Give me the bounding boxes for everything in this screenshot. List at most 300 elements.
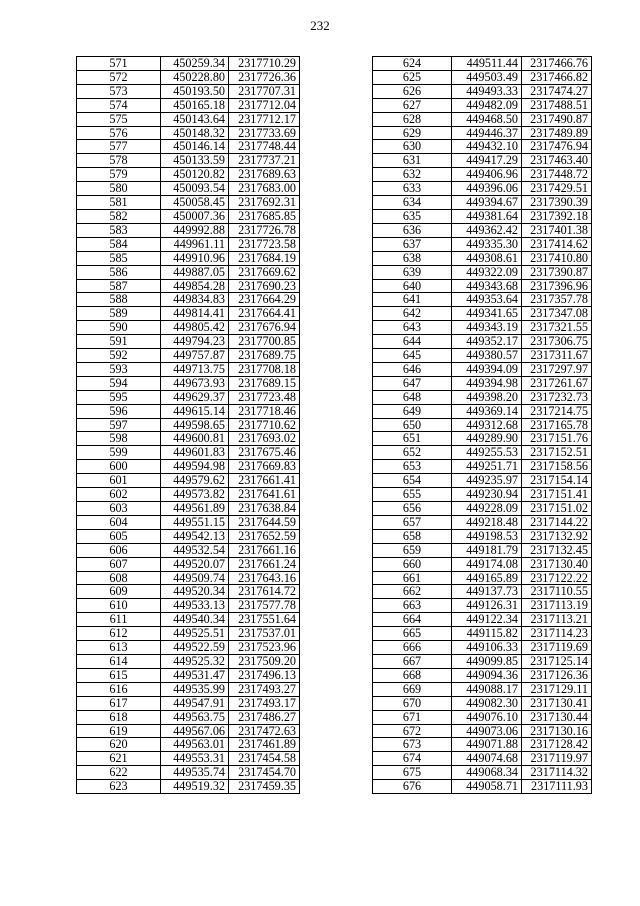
table-row (77, 390, 300, 404)
x-coordinate-cell: 449520.07 (161, 557, 229, 571)
x-coordinate-cell: 449126.31 (452, 599, 522, 613)
y-coordinate-cell: 2317119.69 (522, 641, 592, 655)
table-row (373, 780, 592, 794)
table-row (77, 237, 300, 251)
x-coordinate-cell: 449468.50 (452, 112, 522, 126)
x-coordinate-cell: 449551.15 (161, 515, 229, 529)
y-coordinate-cell: 2317114.23 (522, 627, 592, 641)
y-coordinate-cell: 2317700.85 (229, 335, 300, 349)
point-number-cell: 586 (77, 265, 161, 279)
x-coordinate-cell: 449511.44 (452, 57, 522, 71)
y-coordinate-cell: 2317675.46 (229, 446, 300, 460)
point-number-cell: 598 (77, 432, 161, 446)
x-coordinate-cell: 449289.90 (452, 432, 522, 446)
point-number-cell: 649 (373, 404, 452, 418)
table-row (77, 265, 300, 279)
point-number-cell: 629 (373, 126, 452, 140)
point-number-cell: 584 (77, 237, 161, 251)
x-coordinate-cell: 450146.14 (161, 140, 229, 154)
point-number-cell: 624 (373, 57, 452, 71)
y-coordinate-cell: 2317410.80 (522, 251, 592, 265)
y-coordinate-cell: 2317261.67 (522, 376, 592, 390)
table-row (373, 474, 592, 488)
table-row (77, 168, 300, 182)
table-row (77, 627, 300, 641)
x-coordinate-cell: 449600.81 (161, 432, 229, 446)
point-number-cell: 648 (373, 390, 452, 404)
point-number-cell: 676 (373, 780, 452, 794)
y-coordinate-cell: 2317321.55 (522, 321, 592, 335)
point-number-cell: 592 (77, 349, 161, 363)
x-coordinate-cell: 449598.65 (161, 418, 229, 432)
y-coordinate-cell: 2317476.94 (522, 140, 592, 154)
y-coordinate-cell: 2317638.84 (229, 502, 300, 516)
x-coordinate-cell: 449394.98 (452, 376, 522, 390)
point-number-cell: 662 (373, 585, 452, 599)
y-coordinate-cell: 2317454.58 (229, 752, 300, 766)
point-number-cell: 633 (373, 182, 452, 196)
table-row (77, 154, 300, 168)
x-coordinate-cell: 449519.32 (161, 780, 229, 794)
x-coordinate-cell: 449567.06 (161, 724, 229, 738)
point-number-cell: 673 (373, 738, 452, 752)
y-coordinate-cell: 2317152.51 (522, 446, 592, 460)
table-row (77, 404, 300, 418)
y-coordinate-cell: 2317644.59 (229, 515, 300, 529)
x-coordinate-cell: 449525.32 (161, 654, 229, 668)
table-row (77, 182, 300, 196)
x-coordinate-cell: 449235.97 (452, 474, 522, 488)
x-coordinate-cell: 449073.06 (452, 724, 522, 738)
table-row (373, 84, 592, 98)
point-number-cell: 585 (77, 251, 161, 265)
point-number-cell: 644 (373, 335, 452, 349)
point-number-cell: 659 (373, 543, 452, 557)
point-number-cell: 571 (77, 57, 161, 71)
x-coordinate-cell: 450133.59 (161, 154, 229, 168)
y-coordinate-cell: 2317144.22 (522, 515, 592, 529)
point-number-cell: 591 (77, 335, 161, 349)
x-coordinate-cell: 449074.68 (452, 752, 522, 766)
table-row (77, 223, 300, 237)
point-number-cell: 589 (77, 307, 161, 321)
y-coordinate-cell: 2317401.38 (522, 223, 592, 237)
point-number-cell: 671 (373, 710, 452, 724)
point-number-cell: 669 (373, 682, 452, 696)
table-row (77, 209, 300, 223)
table-row (373, 140, 592, 154)
x-coordinate-cell: 449362.42 (452, 223, 522, 237)
x-coordinate-cell: 449601.83 (161, 446, 229, 460)
x-coordinate-cell: 449353.64 (452, 293, 522, 307)
x-coordinate-cell: 449255.53 (452, 446, 522, 460)
y-coordinate-cell: 2317130.44 (522, 710, 592, 724)
x-coordinate-cell: 449341.65 (452, 307, 522, 321)
x-coordinate-cell: 449834.83 (161, 293, 229, 307)
y-coordinate-cell: 2317708.18 (229, 362, 300, 376)
point-number-cell: 619 (77, 724, 161, 738)
point-number-cell: 647 (373, 376, 452, 390)
point-number-cell: 580 (77, 182, 161, 196)
table-row (373, 70, 592, 84)
table-row (77, 696, 300, 710)
x-coordinate-cell: 449115.82 (452, 627, 522, 641)
x-coordinate-cell: 449992.88 (161, 223, 229, 237)
x-coordinate-cell: 450259.34 (161, 57, 229, 71)
y-coordinate-cell: 2317488.51 (522, 98, 592, 112)
point-number-cell: 654 (373, 474, 452, 488)
x-coordinate-cell: 449814.41 (161, 307, 229, 321)
x-coordinate-cell: 449406.96 (452, 168, 522, 182)
table-row (373, 223, 592, 237)
point-number-cell: 674 (373, 752, 452, 766)
point-number-cell: 623 (77, 780, 161, 794)
table-row (373, 307, 592, 321)
y-coordinate-cell: 2317474.27 (522, 84, 592, 98)
y-coordinate-cell: 2317614.72 (229, 585, 300, 599)
point-number-cell: 616 (77, 682, 161, 696)
x-coordinate-cell: 449542.13 (161, 529, 229, 543)
y-coordinate-cell: 2317712.17 (229, 112, 300, 126)
y-coordinate-cell: 2317490.87 (522, 112, 592, 126)
table-row (373, 613, 592, 627)
table-row (373, 335, 592, 349)
y-coordinate-cell: 2317537.01 (229, 627, 300, 641)
y-coordinate-cell: 2317669.83 (229, 460, 300, 474)
table-row (373, 599, 592, 613)
y-coordinate-cell: 2317689.75 (229, 349, 300, 363)
y-coordinate-cell: 2317129.11 (522, 682, 592, 696)
y-coordinate-cell: 2317652.59 (229, 529, 300, 543)
x-coordinate-cell: 449961.11 (161, 237, 229, 251)
y-coordinate-cell: 2317126.36 (522, 668, 592, 682)
point-number-cell: 607 (77, 557, 161, 571)
y-coordinate-cell: 2317710.62 (229, 418, 300, 432)
table-row (373, 196, 592, 210)
x-coordinate-cell: 449198.53 (452, 529, 522, 543)
y-coordinate-cell: 2317154.14 (522, 474, 592, 488)
point-number-cell: 632 (373, 168, 452, 182)
y-coordinate-cell: 2317165.78 (522, 418, 592, 432)
point-number-cell: 636 (373, 223, 452, 237)
y-coordinate-cell: 2317669.62 (229, 265, 300, 279)
x-coordinate-cell: 450007.36 (161, 209, 229, 223)
y-coordinate-cell: 2317723.48 (229, 390, 300, 404)
table-row (373, 265, 592, 279)
point-number-cell: 578 (77, 154, 161, 168)
x-coordinate-cell: 449509.74 (161, 571, 229, 585)
y-coordinate-cell: 2317737.21 (229, 154, 300, 168)
table-row (373, 488, 592, 502)
point-number-cell: 627 (373, 98, 452, 112)
table-row (77, 654, 300, 668)
y-coordinate-cell: 2317392.18 (522, 209, 592, 223)
x-coordinate-cell: 450228.80 (161, 70, 229, 84)
table-row (77, 432, 300, 446)
point-number-cell: 658 (373, 529, 452, 543)
point-number-cell: 574 (77, 98, 161, 112)
table-row (373, 182, 592, 196)
y-coordinate-cell: 2317690.23 (229, 279, 300, 293)
x-coordinate-cell: 450120.82 (161, 168, 229, 182)
table-row (77, 335, 300, 349)
x-coordinate-cell: 449794.23 (161, 335, 229, 349)
table-row (373, 404, 592, 418)
y-coordinate-cell: 2317119.97 (522, 752, 592, 766)
y-coordinate-cell: 2317151.41 (522, 488, 592, 502)
x-coordinate-cell: 449058.71 (452, 780, 522, 794)
point-number-cell: 618 (77, 710, 161, 724)
y-coordinate-cell: 2317661.24 (229, 557, 300, 571)
table-row (77, 766, 300, 780)
x-coordinate-cell: 449573.82 (161, 488, 229, 502)
y-coordinate-cell: 2317306.75 (522, 335, 592, 349)
point-number-cell: 630 (373, 140, 452, 154)
table-row (373, 557, 592, 571)
point-number-cell: 590 (77, 321, 161, 335)
x-coordinate-cell: 449322.09 (452, 265, 522, 279)
point-number-cell: 605 (77, 529, 161, 543)
y-coordinate-cell: 2317664.41 (229, 307, 300, 321)
x-coordinate-cell: 450058.45 (161, 196, 229, 210)
table-row (77, 460, 300, 474)
point-number-cell: 672 (373, 724, 452, 738)
y-coordinate-cell: 2317496.13 (229, 668, 300, 682)
y-coordinate-cell: 2317414.62 (522, 237, 592, 251)
x-coordinate-cell: 449482.09 (452, 98, 522, 112)
table-row (77, 70, 300, 84)
point-number-cell: 675 (373, 766, 452, 780)
x-coordinate-cell: 449615.14 (161, 404, 229, 418)
y-coordinate-cell: 2317396.96 (522, 279, 592, 293)
point-number-cell: 606 (77, 543, 161, 557)
x-coordinate-cell: 449887.05 (161, 265, 229, 279)
y-coordinate-cell: 2317448.72 (522, 168, 592, 182)
point-number-cell: 588 (77, 293, 161, 307)
x-coordinate-cell: 449394.67 (452, 196, 522, 210)
x-coordinate-cell: 450193.50 (161, 84, 229, 98)
x-coordinate-cell: 449446.37 (452, 126, 522, 140)
table-row (373, 668, 592, 682)
x-coordinate-cell: 449398.20 (452, 390, 522, 404)
table-row (77, 84, 300, 98)
table-row (77, 780, 300, 794)
y-coordinate-cell: 2317726.78 (229, 223, 300, 237)
point-number-cell: 575 (77, 112, 161, 126)
table-row (77, 98, 300, 112)
y-coordinate-cell: 2317357.78 (522, 293, 592, 307)
y-coordinate-cell: 2317132.92 (522, 529, 592, 543)
table-row (373, 682, 592, 696)
table-row (373, 460, 592, 474)
x-coordinate-cell: 449535.99 (161, 682, 229, 696)
table-row (373, 376, 592, 390)
point-number-cell: 657 (373, 515, 452, 529)
x-coordinate-cell: 449540.34 (161, 613, 229, 627)
y-coordinate-cell: 2317661.41 (229, 474, 300, 488)
x-coordinate-cell: 449629.37 (161, 390, 229, 404)
table-row (373, 502, 592, 516)
y-coordinate-cell: 2317214.75 (522, 404, 592, 418)
y-coordinate-cell: 2317685.85 (229, 209, 300, 223)
point-number-cell: 663 (373, 599, 452, 613)
y-coordinate-cell: 2317114.32 (522, 766, 592, 780)
table-row (77, 529, 300, 543)
point-number-cell: 665 (373, 627, 452, 641)
y-coordinate-cell: 2317693.02 (229, 432, 300, 446)
point-number-cell: 634 (373, 196, 452, 210)
point-number-cell: 581 (77, 196, 161, 210)
table-row (373, 529, 592, 543)
point-number-cell: 651 (373, 432, 452, 446)
point-number-cell: 641 (373, 293, 452, 307)
x-coordinate-cell: 449553.31 (161, 752, 229, 766)
table-row (77, 668, 300, 682)
point-number-cell: 639 (373, 265, 452, 279)
page-number: 232 (310, 18, 330, 33)
point-number-cell: 577 (77, 140, 161, 154)
x-coordinate-cell: 449343.68 (452, 279, 522, 293)
table-row (373, 571, 592, 585)
x-coordinate-cell: 449713.75 (161, 362, 229, 376)
x-coordinate-cell: 449417.29 (452, 154, 522, 168)
x-coordinate-cell: 449122.34 (452, 613, 522, 627)
point-number-cell: 667 (373, 654, 452, 668)
table-row (77, 279, 300, 293)
x-coordinate-cell: 449251.71 (452, 460, 522, 474)
y-coordinate-cell: 2317122.22 (522, 571, 592, 585)
table-row (373, 251, 592, 265)
y-coordinate-cell: 2317710.29 (229, 57, 300, 71)
y-coordinate-cell: 2317726.36 (229, 70, 300, 84)
point-number-cell: 612 (77, 627, 161, 641)
table-row (373, 57, 592, 71)
table-row (77, 738, 300, 752)
table-row (77, 515, 300, 529)
point-number-cell: 631 (373, 154, 452, 168)
table-row (77, 571, 300, 585)
point-number-cell: 640 (373, 279, 452, 293)
x-coordinate-cell: 449352.17 (452, 335, 522, 349)
table-row (77, 557, 300, 571)
x-coordinate-cell: 449343.19 (452, 321, 522, 335)
point-number-cell: 666 (373, 641, 452, 655)
y-coordinate-cell: 2317493.17 (229, 696, 300, 710)
table-row (373, 362, 592, 376)
table-row (77, 307, 300, 321)
table-row (373, 627, 592, 641)
table-row (77, 140, 300, 154)
table-row (77, 196, 300, 210)
y-coordinate-cell: 2317689.15 (229, 376, 300, 390)
y-coordinate-cell: 2317297.97 (522, 362, 592, 376)
table-row (77, 710, 300, 724)
point-number-cell: 604 (77, 515, 161, 529)
table-row (373, 126, 592, 140)
y-coordinate-cell: 2317661.16 (229, 543, 300, 557)
x-coordinate-cell: 449563.75 (161, 710, 229, 724)
point-number-cell: 601 (77, 474, 161, 488)
x-coordinate-cell: 449335.30 (452, 237, 522, 251)
y-coordinate-cell: 2317466.76 (522, 57, 592, 71)
x-coordinate-cell: 449181.79 (452, 543, 522, 557)
x-coordinate-cell: 449522.59 (161, 641, 229, 655)
table-row (373, 543, 592, 557)
point-number-cell: 596 (77, 404, 161, 418)
x-coordinate-cell: 449228.09 (452, 502, 522, 516)
y-coordinate-cell: 2317733.69 (229, 126, 300, 140)
table-row (77, 362, 300, 376)
table-row (373, 752, 592, 766)
y-coordinate-cell: 2317748.44 (229, 140, 300, 154)
y-coordinate-cell: 2317128.42 (522, 738, 592, 752)
y-coordinate-cell: 2317130.41 (522, 696, 592, 710)
y-coordinate-cell: 2317125.14 (522, 654, 592, 668)
point-number-cell: 626 (373, 84, 452, 98)
table-row (77, 641, 300, 655)
y-coordinate-cell: 2317493.27 (229, 682, 300, 696)
x-coordinate-cell: 449579.62 (161, 474, 229, 488)
x-coordinate-cell: 449673.93 (161, 376, 229, 390)
table-row (373, 112, 592, 126)
table-row (77, 251, 300, 265)
x-coordinate-cell: 449099.85 (452, 654, 522, 668)
point-number-cell: 608 (77, 571, 161, 585)
table-row (77, 613, 300, 627)
y-coordinate-cell: 2317489.89 (522, 126, 592, 140)
y-coordinate-cell: 2317723.58 (229, 237, 300, 251)
table-row (373, 237, 592, 251)
table-row (373, 585, 592, 599)
y-coordinate-cell: 2317454.70 (229, 766, 300, 780)
x-coordinate-cell: 449230.94 (452, 488, 522, 502)
point-number-cell: 593 (77, 362, 161, 376)
x-coordinate-cell: 449594.98 (161, 460, 229, 474)
x-coordinate-cell: 449532.54 (161, 543, 229, 557)
point-number-cell: 583 (77, 223, 161, 237)
y-coordinate-cell: 2317551.64 (229, 613, 300, 627)
point-number-cell: 595 (77, 390, 161, 404)
table-row (373, 390, 592, 404)
coordinate-table-left (76, 56, 300, 794)
x-coordinate-cell: 449757.87 (161, 349, 229, 363)
point-number-cell: 637 (373, 237, 452, 251)
y-coordinate-cell: 2317692.31 (229, 196, 300, 210)
y-coordinate-cell: 2317707.31 (229, 84, 300, 98)
x-coordinate-cell: 449525.51 (161, 627, 229, 641)
y-coordinate-cell: 2317641.61 (229, 488, 300, 502)
point-number-cell: 610 (77, 599, 161, 613)
table-row (77, 585, 300, 599)
y-coordinate-cell: 2317113.21 (522, 613, 592, 627)
y-coordinate-cell: 2317472.63 (229, 724, 300, 738)
table-row (373, 515, 592, 529)
table-row (77, 57, 300, 71)
table-row (373, 279, 592, 293)
point-number-cell: 599 (77, 446, 161, 460)
table-row (373, 168, 592, 182)
table-row (373, 209, 592, 223)
table-row (373, 654, 592, 668)
y-coordinate-cell: 2317676.94 (229, 321, 300, 335)
point-number-cell: 603 (77, 502, 161, 516)
table-row (77, 724, 300, 738)
point-number-cell: 661 (373, 571, 452, 585)
table-row (373, 321, 592, 335)
y-coordinate-cell: 2317113.19 (522, 599, 592, 613)
point-number-cell: 617 (77, 696, 161, 710)
x-coordinate-cell: 449312.68 (452, 418, 522, 432)
